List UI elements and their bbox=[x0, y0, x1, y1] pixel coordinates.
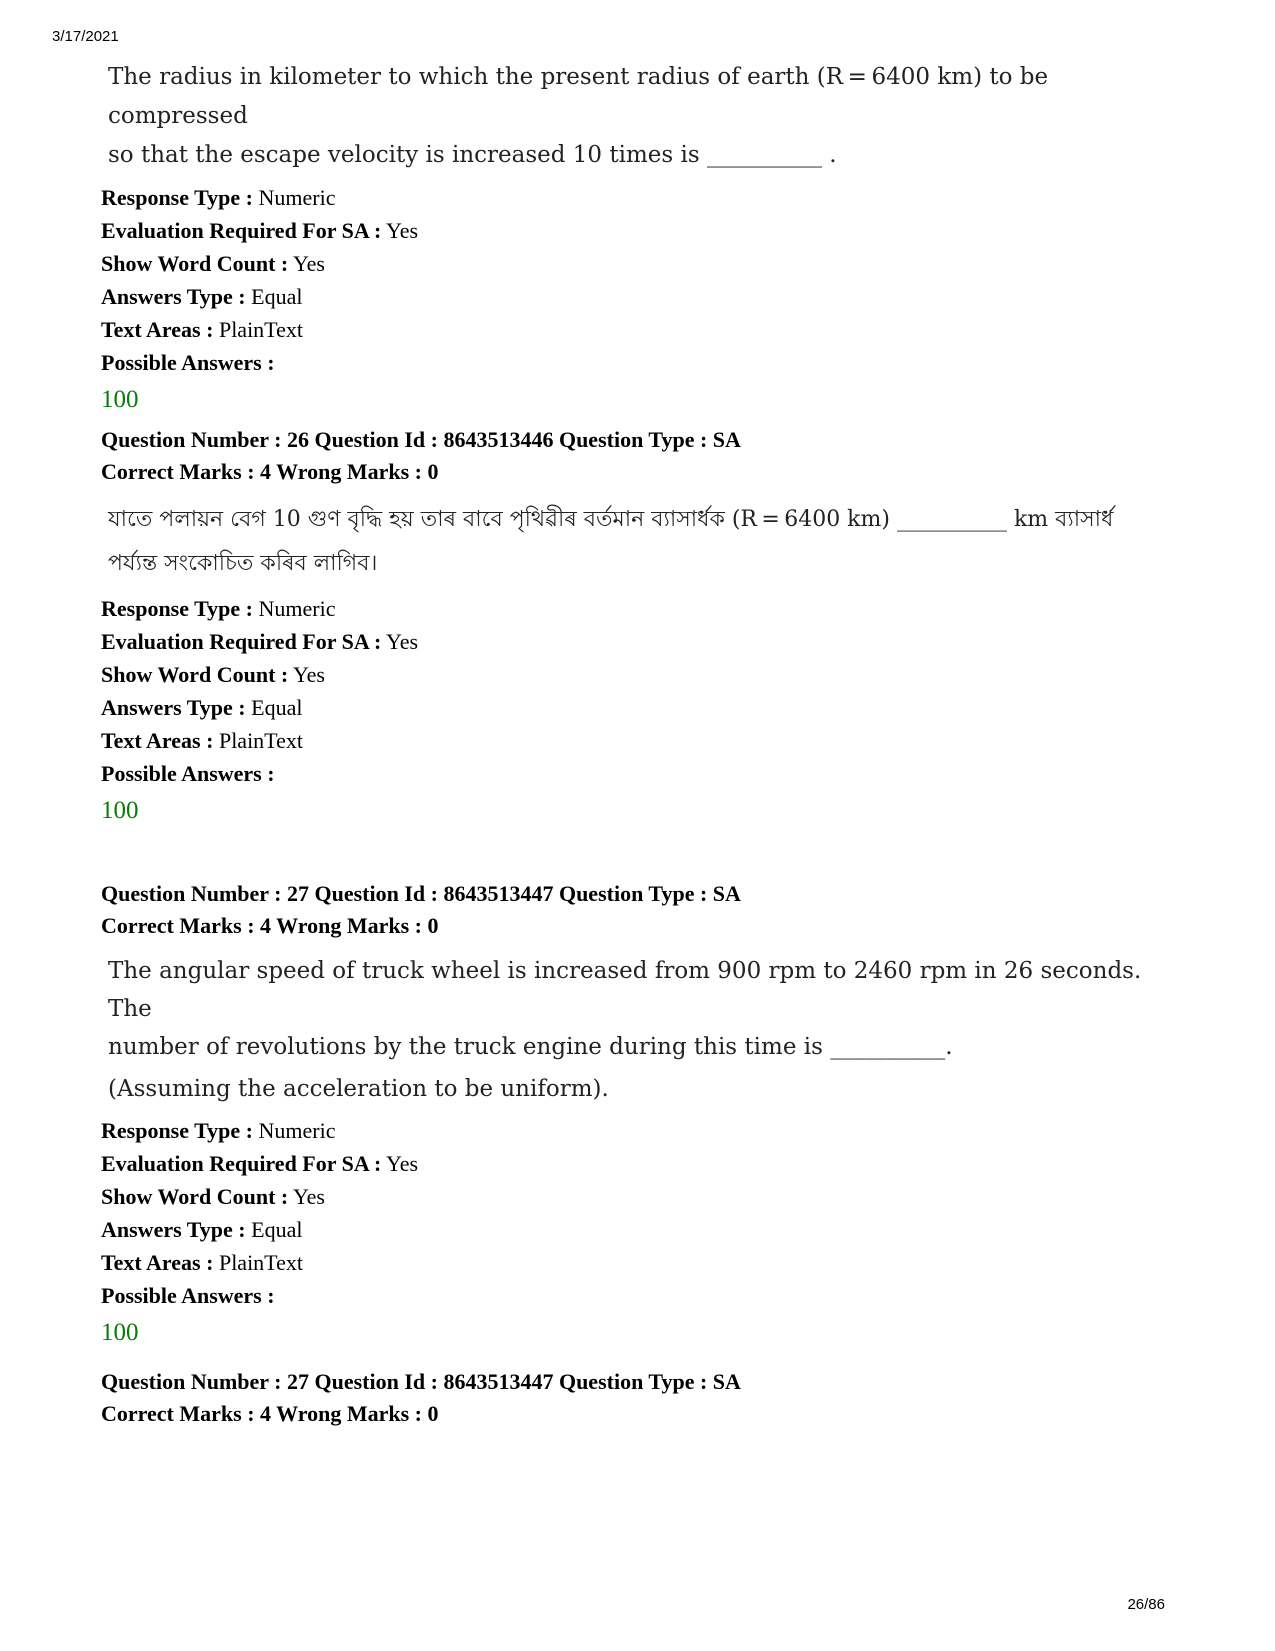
page-number: 26/86 bbox=[1127, 1596, 1165, 1613]
meta-label: Show Word Count : bbox=[101, 251, 289, 276]
question-meta bbox=[101, 592, 1275, 790]
meta-row bbox=[101, 691, 1275, 724]
question-line: The radius in kilometer to which the present radius of earth (R = 6400 km) to be compressed bbox=[108, 64, 1049, 129]
possible-answer: 100 bbox=[101, 386, 139, 413]
meta-value: Numeric bbox=[258, 185, 336, 210]
meta-value: Equal bbox=[251, 1217, 303, 1242]
meta-label: Evaluation Required For SA : bbox=[101, 629, 382, 654]
meta-row bbox=[101, 1279, 1275, 1312]
meta-row bbox=[101, 346, 1275, 379]
marks-header: Correct Marks : 4 Wrong Marks : 0 bbox=[101, 913, 439, 938]
question-text bbox=[108, 58, 1173, 175]
meta-value: PlainText bbox=[218, 317, 303, 342]
meta-label: Response Type : bbox=[101, 596, 253, 621]
question-block-25 bbox=[0, 58, 1275, 417]
question-text bbox=[108, 952, 1173, 1108]
question-line: so that the escape velocity is increased 10 times is __________ . bbox=[108, 142, 837, 168]
meta-label: Possible Answers : bbox=[101, 350, 275, 375]
question-meta bbox=[101, 1114, 1275, 1312]
question-block-26 bbox=[0, 424, 1275, 828]
meta-row bbox=[101, 181, 1275, 214]
meta-label: Possible Answers : bbox=[101, 1283, 275, 1308]
meta-value: Numeric bbox=[258, 1118, 336, 1143]
question-header: Question Number : 26 Question Id : 8643513446 Question Type : SA bbox=[101, 427, 741, 452]
meta-label: Answers Type : bbox=[101, 1217, 246, 1242]
possible-answer: 100 bbox=[101, 1319, 139, 1346]
meta-label: Evaluation Required For SA : bbox=[101, 1151, 382, 1176]
marks-header: Correct Marks : 4 Wrong Marks : 0 bbox=[101, 1401, 439, 1426]
meta-value: Yes bbox=[386, 218, 419, 243]
meta-row bbox=[101, 592, 1275, 625]
meta-value: Equal bbox=[251, 695, 303, 720]
marks-header: Correct Marks : 4 Wrong Marks : 0 bbox=[101, 459, 439, 484]
meta-row bbox=[101, 625, 1275, 658]
meta-label: Response Type : bbox=[101, 1118, 253, 1143]
meta-label: Text Areas : bbox=[101, 728, 214, 753]
possible-answer: 100 bbox=[101, 797, 139, 824]
question-block-27-continued bbox=[0, 1366, 1275, 1430]
meta-row bbox=[101, 247, 1275, 280]
meta-label: Show Word Count : bbox=[101, 662, 289, 687]
meta-value: Yes bbox=[386, 1151, 419, 1176]
question-header: Question Number : 27 Question Id : 8643513447 Question Type : SA bbox=[101, 1369, 741, 1394]
meta-row bbox=[101, 757, 1275, 790]
question-meta bbox=[101, 181, 1275, 379]
meta-label: Text Areas : bbox=[101, 1250, 214, 1275]
meta-row bbox=[101, 1147, 1275, 1180]
meta-label: Show Word Count : bbox=[101, 1184, 289, 1209]
meta-value: Yes bbox=[292, 1184, 325, 1209]
meta-row bbox=[101, 724, 1275, 757]
meta-row bbox=[101, 1114, 1275, 1147]
meta-row bbox=[101, 214, 1275, 247]
meta-label: Response Type : bbox=[101, 185, 253, 210]
meta-label: Answers Type : bbox=[101, 284, 246, 309]
question-line: number of revolutions by the truck engine during this time is __________. bbox=[108, 1034, 953, 1060]
question-line: যাতে পলায়ন বেগ 10 গুণ বৃদ্ধি হয় তাৰ বাবে পৃথিৱীৰ বৰ্তমান ব্যাসাৰ্ধক (R = 6400 km) __________ km ব্যাসাৰ্ধ bbox=[108, 507, 1114, 532]
meta-value: Yes bbox=[292, 662, 325, 687]
meta-row bbox=[101, 280, 1275, 313]
meta-row bbox=[101, 1246, 1275, 1279]
meta-value: Yes bbox=[386, 629, 419, 654]
meta-label: Evaluation Required For SA : bbox=[101, 218, 382, 243]
meta-row bbox=[101, 1180, 1275, 1213]
meta-label: Answers Type : bbox=[101, 695, 246, 720]
question-note: (Assuming the acceleration to be uniform). bbox=[108, 1076, 609, 1102]
meta-row bbox=[101, 313, 1275, 346]
meta-value: PlainText bbox=[218, 728, 303, 753]
question-text bbox=[108, 498, 1173, 586]
print-date: 3/17/2021 bbox=[52, 28, 119, 45]
meta-value: PlainText bbox=[218, 1250, 303, 1275]
meta-label: Text Areas : bbox=[101, 317, 214, 342]
meta-value: Equal bbox=[251, 284, 303, 309]
meta-row bbox=[101, 658, 1275, 691]
meta-label: Possible Answers : bbox=[101, 761, 275, 786]
question-block-27 bbox=[0, 878, 1275, 1350]
question-line: পৰ্য্যন্ত সংকোচিত কৰিব লাগিব। bbox=[108, 551, 378, 576]
meta-value: Yes bbox=[292, 251, 325, 276]
meta-value: Numeric bbox=[258, 596, 336, 621]
question-header: Question Number : 27 Question Id : 8643513447 Question Type : SA bbox=[101, 881, 741, 906]
question-line: The angular speed of truck wheel is increased from 900 rpm to 2460 rpm in 26 seconds. The bbox=[108, 958, 1142, 1022]
meta-row bbox=[101, 1213, 1275, 1246]
